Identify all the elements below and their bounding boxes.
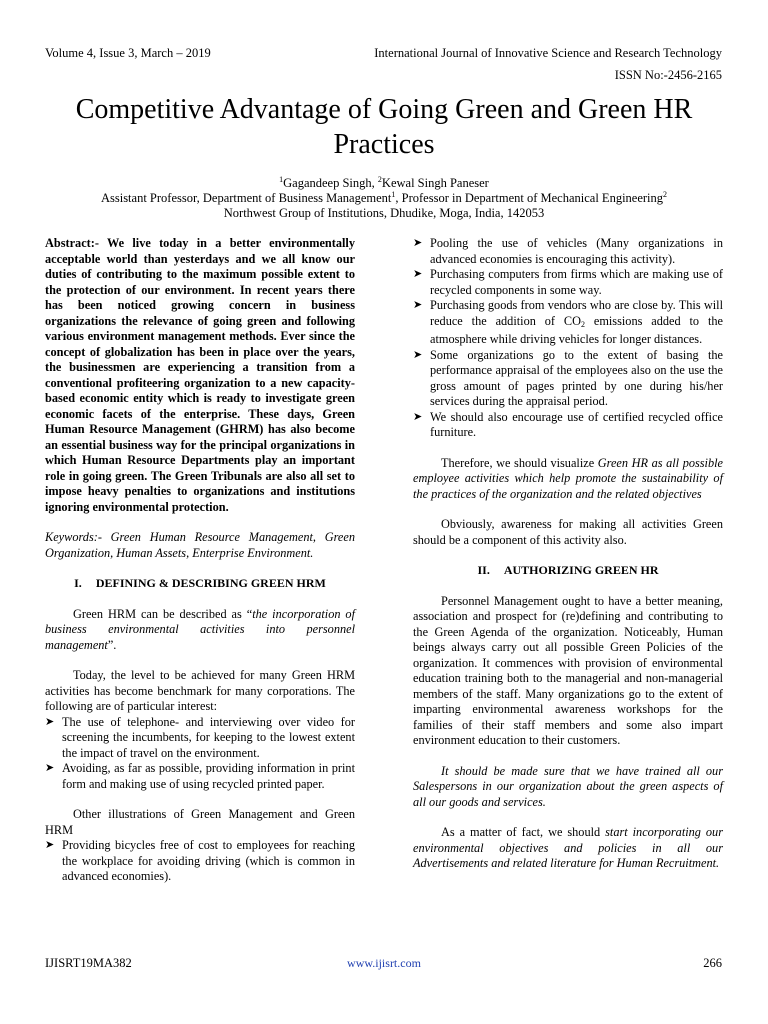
subscript: 2 (580, 319, 585, 329)
paragraph-text: Therefore, we should visualize (441, 455, 598, 470)
keywords: Keywords:- Green Human Resource Management, Green Organization, Human Assets, Enterprise Environment. (45, 530, 355, 560)
affiliation-1: Assistant Professor, Department of Business Management (100, 191, 392, 205)
paragraph: Other illustrations of Green Management and Green HRM (45, 807, 355, 837)
affiliation-sup-1: 1 (391, 189, 396, 199)
italic-text: start incorporating our environmental objectives and policies in all our Advertisements and related literature for Human Recruitment. (413, 825, 723, 870)
journal-volume: Volume 4, Issue 3, March – 2019 (45, 46, 211, 60)
issn: ISSN No:-2456-2165 (614, 68, 722, 82)
list-item (45, 715, 355, 762)
list-item-text: Avoiding, as far as possible, providing information in print form and making use of using recycled printed paper. (62, 761, 355, 791)
author-2: Kewal Singh Paneser (381, 176, 489, 190)
paragraph: Today, the level to be achieved for many Green HRM activities has become benchmark for many corporations. The following are of particular interest: (45, 668, 355, 713)
author-sup-2: 2 (377, 174, 382, 184)
author-block (40, 176, 728, 221)
arrow-bullet-icon: ➤ (45, 762, 55, 774)
author-1: Gagandeep Singh, (283, 176, 378, 190)
arrow-bullet-icon: ➤ (413, 410, 423, 423)
list-item-text: The use of telephone- and interviewing over video for screening the incumbents, for keeping to the lowest extent the impact of travel on the environment. (62, 714, 355, 760)
paragraph-text: Green HRM can be described as “ (73, 606, 253, 621)
arrow-bullet-icon: ➤ (413, 237, 423, 249)
paper-id: IJISRT19MA382 (45, 956, 132, 970)
bullet-list-1 (45, 715, 355, 793)
arrow-bullet-icon: ➤ (413, 299, 423, 311)
paragraph: Obviously, awareness for making all activities Green should be a component of this activity also. (413, 517, 723, 547)
list-item (413, 348, 723, 410)
list-item (413, 298, 723, 348)
author-names (40, 176, 728, 191)
paper-title: Competitive Advantage of Going Green and Green HR Practices (75, 94, 693, 160)
paragraph-text: As a matter of fact, we should (441, 825, 606, 839)
section-heading-2 (413, 563, 723, 579)
section-heading-1 (45, 576, 355, 592)
abstract: Abstract:- We live today in a better environmentally acceptable world than yesterdays and we all know our duties of contributing to the maximum possible extent to the protection of our environment. In recent years there has been noticed growing concern in business organizations the relevance of going green and following various environment management methods. Ever since the concept of globalization has been in place over the years, the businessmen are experiencing a transition from a conventional profiteering organization to a new capacity-based economic entity which is ready to investigate green economic facets of the enterprise. These days, Green Human Resource Management (GHRM) has also become an essential business way for the principal organizations in which Human Resource Departments play an important role in going green. The Green Tribunals are also all set to impose heavy penalties to organizations and institutions ignoring environmental protection. (45, 236, 355, 514)
right-column (413, 236, 723, 872)
list-item-text: We should also encourage use of certified recycled office furniture. (430, 409, 723, 439)
section-title-1: DEFINING & DESCRIBING GREEN HRM (95, 576, 326, 590)
list-item-text: emissions added to the atmosphere while driving vehicles for longer distances. (430, 313, 723, 346)
paragraph-text: ”. (107, 637, 117, 652)
arrow-bullet-icon: ➤ (45, 715, 55, 728)
list-item (413, 236, 723, 267)
arrow-bullet-icon: ➤ (45, 839, 55, 851)
paragraph (413, 456, 723, 503)
list-item-text: Providing bicycles free of cost to employees for reaching the workplace for avoiding driving (which is common in advanced economies). (62, 838, 355, 883)
author-affiliations (40, 191, 728, 206)
definition-quote: the incorporation of business environmental activities into personnel management (45, 606, 355, 652)
left-column (45, 236, 355, 885)
list-item (45, 761, 355, 792)
list-item-text: Purchasing goods from vendors who are close by. This will reduce the addition of CO (430, 298, 723, 328)
paragraph (45, 607, 355, 654)
paragraph: It should be made sure that we have trained all our Salespersons in our organization about the green aspects of all our goods and services. (413, 763, 723, 809)
section-title-2: AUTHORIZING GREEN HR (503, 563, 659, 577)
author-sup-1: 1 (279, 174, 284, 184)
bullet-list-3 (413, 236, 723, 441)
paragraph (413, 825, 723, 872)
section-number-2: II. (477, 563, 490, 577)
paragraph: Personnel Management ought to have a better meaning, association and prospect for (re)defining and contributing to the Green Agenda of the organization. Noticeably, Human beings always carry out all possible Green Policies of the organization. It commences with provision of environmental education training both to the managerial and non-managerial members of the staff. Many organizations go to the extent of imparting environmental awareness workshops for the families of their staff members and some also impart environment education to their customers. (413, 593, 723, 747)
section-number-1: I. (74, 576, 82, 590)
institution: Northwest Group of Institutions, Dhudike, Moga, India, 142053 (223, 206, 545, 220)
list-item-text: Some organizations go to the extent of basing the performance appraisal of the employees also on the use the gross amount of pages printed by one during his/her services during the appraisal period. (430, 347, 723, 408)
journal-website-link[interactable]: www.ijisrt.com (347, 956, 421, 970)
list-item (413, 410, 723, 441)
arrow-bullet-icon: ➤ (413, 268, 423, 280)
italic-definition: Green HR as all possible employee activities which help promote the sustainability of the practices of the organization and the related objectives (413, 455, 723, 501)
arrow-bullet-icon: ➤ (413, 348, 423, 361)
page-number: 266 (703, 956, 722, 970)
list-item-text: Pooling the use of vehicles (Many organizations in advanced economies is encouraging this activity). (430, 236, 723, 266)
list-item (45, 838, 355, 885)
affiliation-sup-2: 2 (663, 189, 668, 199)
bullet-list-2 (45, 838, 355, 885)
affiliation-2: , Professor in Department of Mechanical Engineering (395, 191, 664, 205)
journal-name: International Journal of Innovative Science and Research Technology (374, 46, 722, 60)
list-item-text: Purchasing computers from firms which are making use of recycled components in some way. (430, 267, 723, 297)
list-item (413, 267, 723, 298)
